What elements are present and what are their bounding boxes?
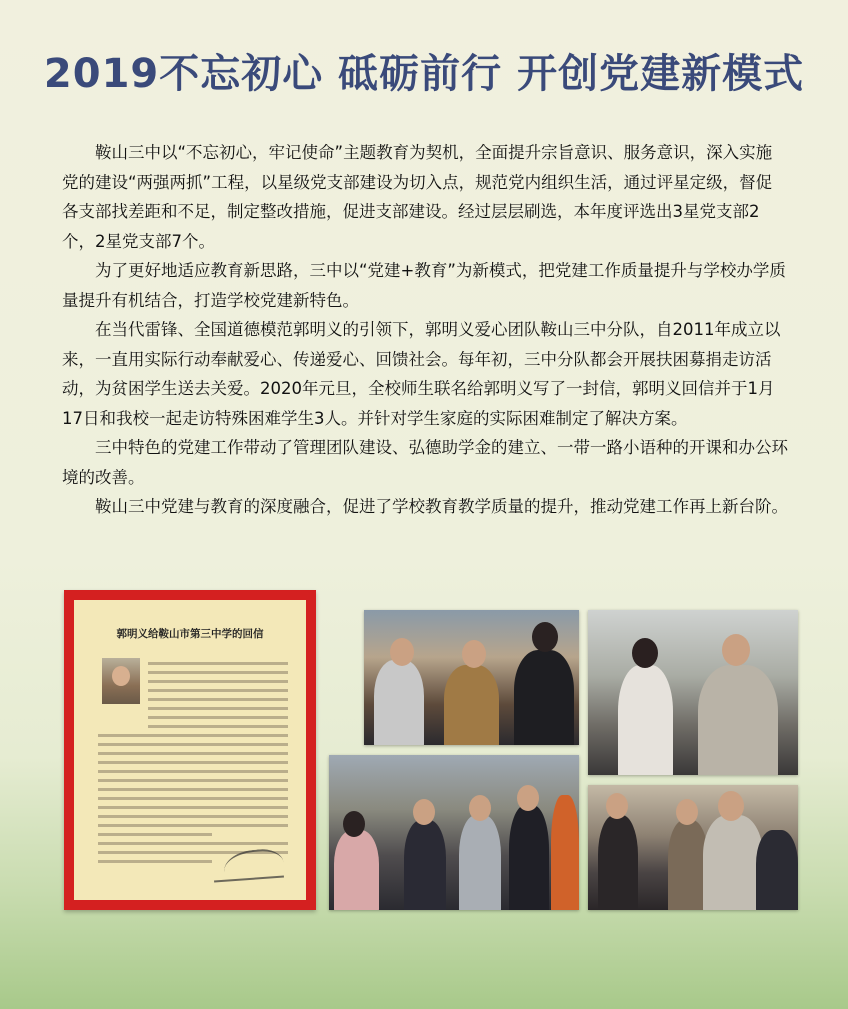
letter-frame [64,590,316,910]
article-body [62,138,788,522]
photo-visit-1 [364,610,579,745]
photo-visit-3 [329,755,579,910]
letter-text-lines [98,662,288,869]
photo-visit-4 [588,785,798,910]
paragraph-5: 鞍山三中党建与教育的深度融合，促进了学校教育教学质量的提升，推动党建工作再上新台阶。 [95,497,788,516]
page-title: 2019不忘初心 砥砺前行 开创党建新模式 [43,51,805,97]
photo-visit-2 [588,610,798,775]
paragraph-3: 在当代雷锋、全国道德模范郭明义的引领下，郭明义爱心团队鞍山三中分队，自2011年成立以来，一直用实际行动奉献爱心、传递爱心、回馈社会。每年初，三中分队都会开展扶困募捐走访活动，为贫困学生送去关爱。2020年元旦，全校师生联名给郭明义写了一封信，郭明义回信并于1月17日和我校一起走访特殊困难学生3人。并针对学生家庭的实际困难制定了解决方案。 [62,320,781,428]
letter-paper [74,600,306,900]
paragraph-1: 鞍山三中以“不忘初心，牢记使命”主题教育为契机，全面提升宗旨意识、服务意识，深入实施党的建设“两强两抓”工程，以星级党支部建设为切入点，规范党内组织生活，通过评星定级，督促各支部找差距和不足，制定整改措施，促进支部建设。经过层层刷选，本年度评选出3星党支部2个，2星党支部7个。 [62,143,773,251]
paragraph-2: 为了更好地适应教育新思路，三中以“党建+教育”为新模式，把党建工作质量提升与学校办学质量提升有机结合，打造学校党建新特色。 [62,261,786,310]
letter-title: 郭明义给鞍山市第三中学的回信 [116,628,264,640]
paragraph-4: 三中特色的党建工作带动了管理团队建设、弘德助学金的建立、一带一路小语种的开课和办公环境的改善。 [62,438,788,487]
